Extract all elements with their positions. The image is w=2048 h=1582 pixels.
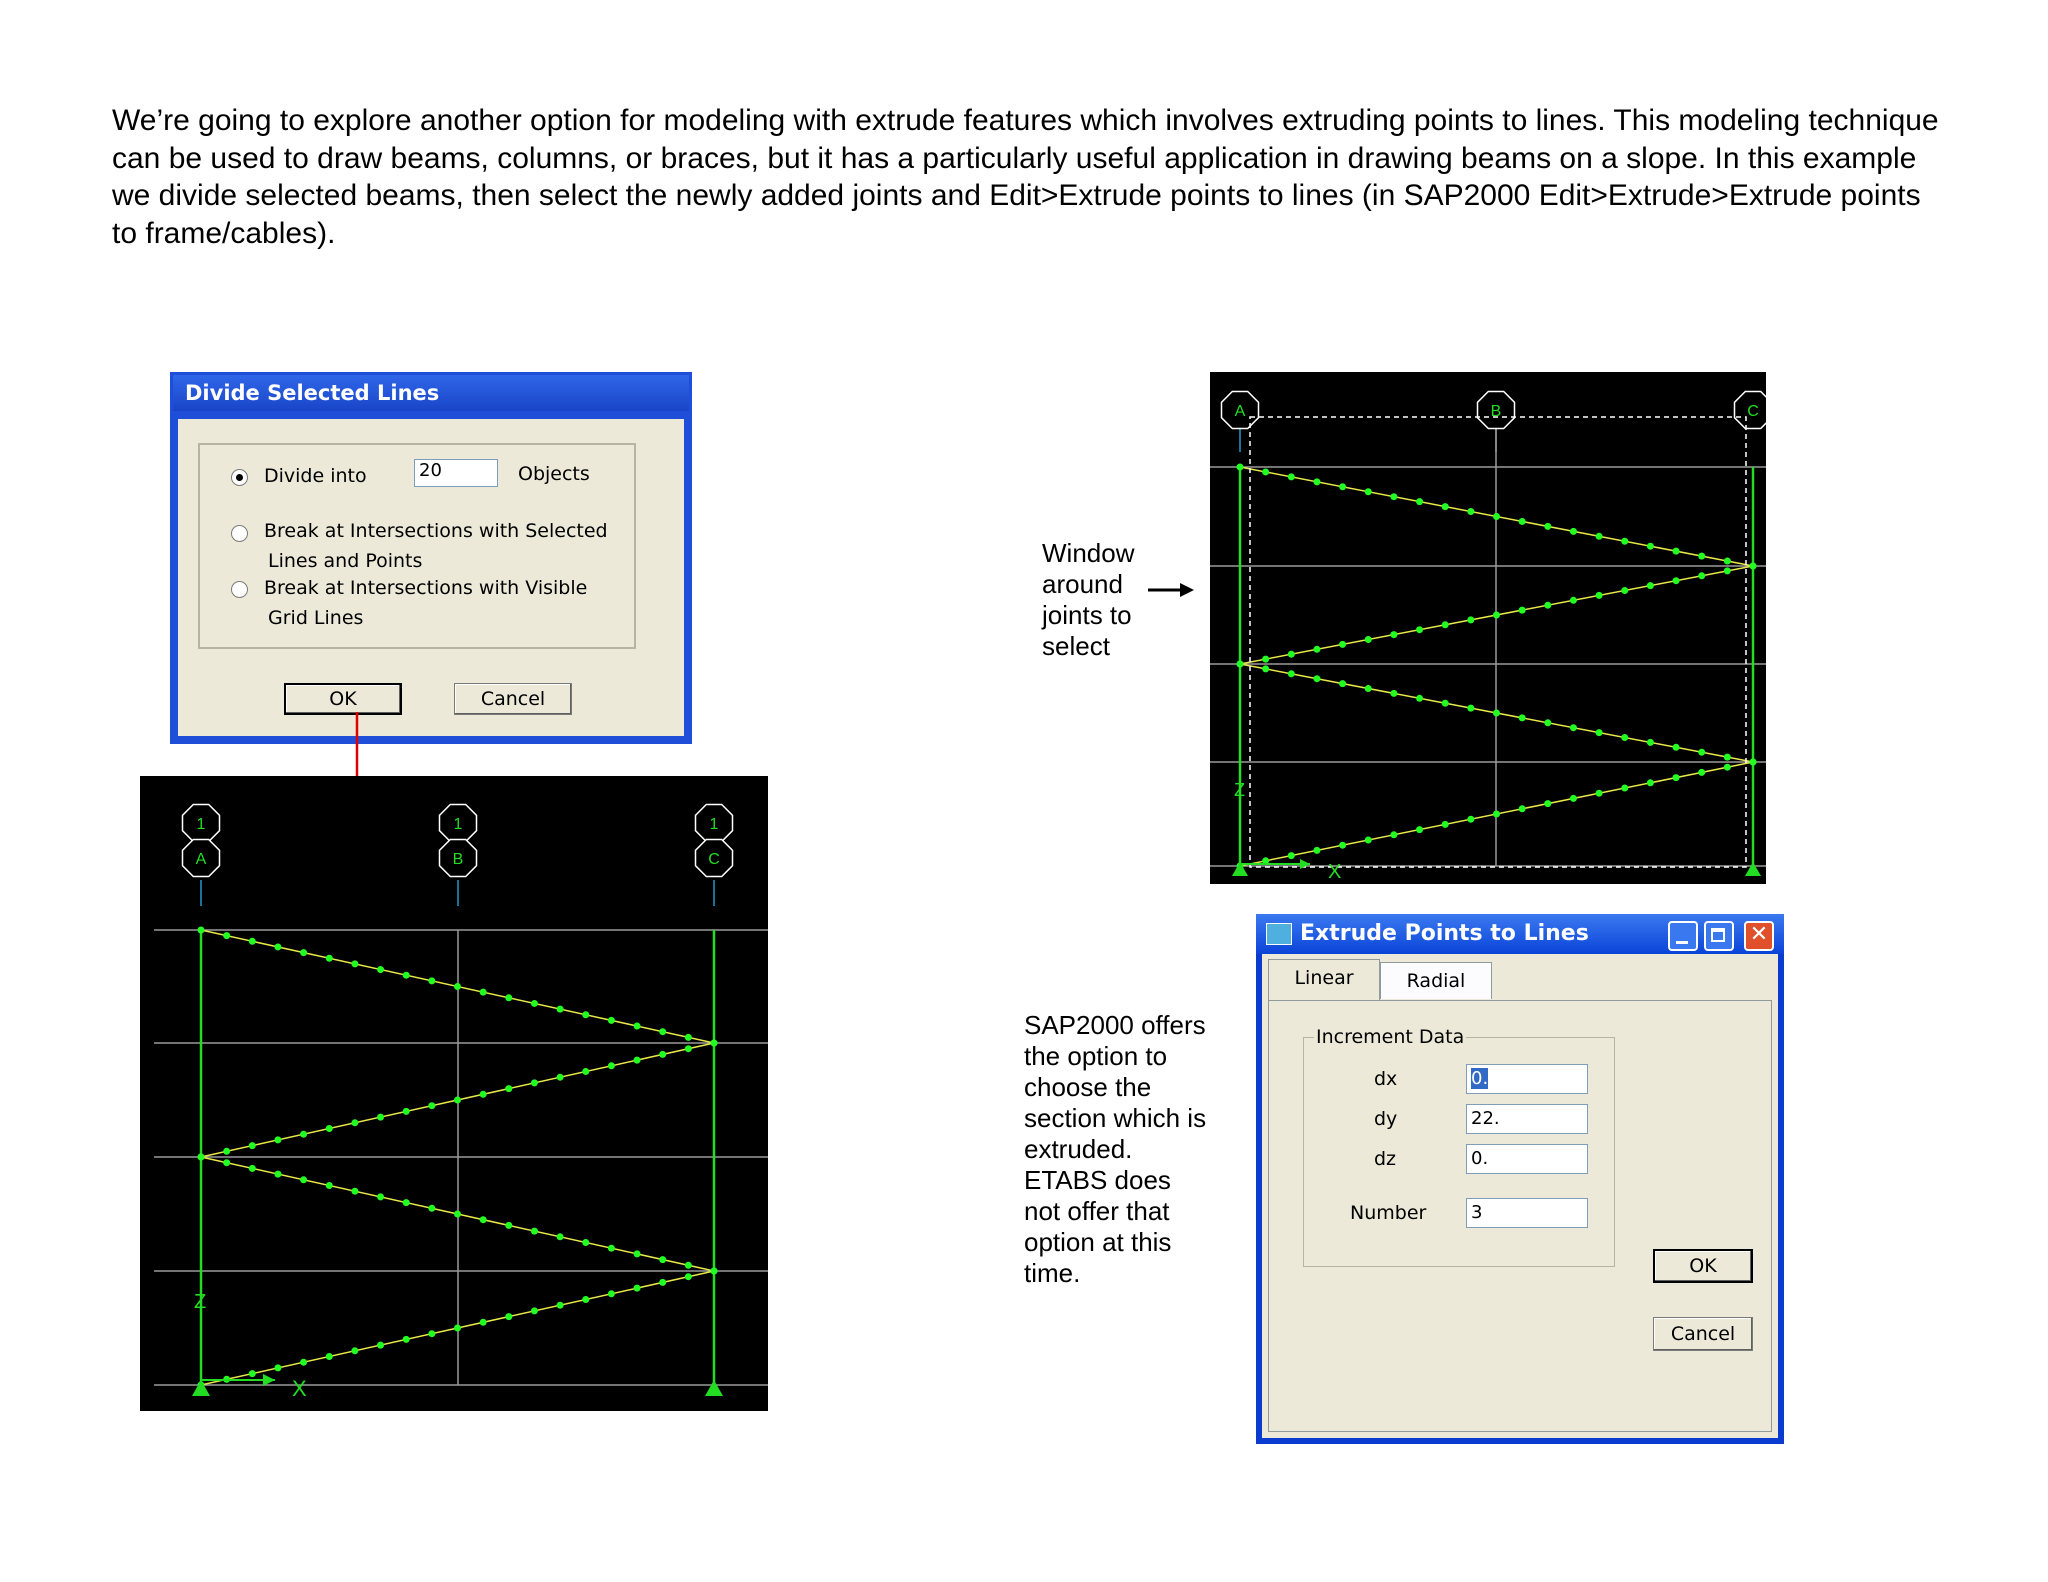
dy-label: dy — [1374, 1108, 1398, 1130]
joint-point[interactable] — [1596, 533, 1603, 540]
joint-point[interactable] — [249, 938, 256, 945]
break-selected-label-2: Lines and Points — [268, 550, 423, 572]
joint-point[interactable] — [198, 927, 205, 934]
joint-point[interactable] — [685, 1034, 692, 1041]
joint-point[interactable] — [223, 1159, 230, 1166]
joint-point[interactable] — [428, 977, 435, 984]
caption-line: Window — [1042, 538, 1135, 568]
joint-point[interactable] — [1750, 759, 1757, 766]
joint-point[interactable] — [608, 1245, 615, 1252]
joint-point[interactable] — [326, 955, 333, 962]
joint-point[interactable] — [1570, 528, 1577, 535]
joint-point[interactable] — [249, 1165, 256, 1172]
break-selected-label-1: Break at Intersections with Selected — [264, 520, 608, 542]
joint-point[interactable] — [1647, 582, 1654, 589]
joint-point[interactable] — [351, 960, 358, 967]
joint-point[interactable] — [1698, 769, 1705, 776]
linear-tab-panel — [1268, 1000, 1772, 1432]
joint-point[interactable] — [1493, 811, 1500, 818]
dialog-body — [1262, 954, 1778, 1438]
joint-point[interactable] — [685, 1045, 692, 1052]
joint-point[interactable] — [1339, 842, 1346, 849]
maximize-icon[interactable] — [1704, 921, 1734, 951]
joint-point[interactable] — [531, 1307, 538, 1314]
model-view-left[interactable] — [140, 776, 768, 1411]
joint-point[interactable] — [582, 1011, 589, 1018]
caption-line: joints to — [1042, 600, 1132, 630]
joint-point[interactable] — [505, 1313, 512, 1320]
joint-point[interactable] — [1519, 607, 1526, 614]
joint-point[interactable] — [505, 1085, 512, 1092]
caption-line: not offer that — [1024, 1196, 1170, 1226]
joint-point[interactable] — [1596, 592, 1603, 599]
joint-point[interactable] — [1288, 670, 1295, 677]
joint-point[interactable] — [659, 1051, 666, 1058]
ok-button[interactable]: OK — [284, 683, 402, 715]
joint-point[interactable] — [480, 1216, 487, 1223]
joint-point[interactable] — [1673, 548, 1680, 555]
joint-point[interactable] — [1493, 513, 1500, 520]
joint-point[interactable] — [1698, 553, 1705, 560]
joint-point[interactable] — [1237, 464, 1244, 471]
joint-point[interactable] — [377, 1114, 384, 1121]
joint-point[interactable] — [1390, 493, 1397, 500]
joint-point[interactable] — [351, 1188, 358, 1195]
joint-point[interactable] — [634, 1057, 641, 1064]
joint-point[interactable] — [1288, 651, 1295, 658]
grid-col-bubble-b-label: B — [1490, 403, 1502, 420]
joint-point[interactable] — [711, 1040, 718, 1047]
joint-point[interactable] — [505, 1222, 512, 1229]
joint-point[interactable] — [454, 1325, 461, 1332]
joint-point[interactable] — [377, 1342, 384, 1349]
joint-point[interactable] — [1647, 739, 1654, 746]
joint-point[interactable] — [1570, 597, 1577, 604]
dialog-title: Extrude Points to Lines — [1256, 914, 1784, 954]
joint-point[interactable] — [351, 1119, 358, 1126]
joint-point[interactable] — [1313, 646, 1320, 653]
joint-point[interactable] — [300, 949, 307, 956]
joint-point[interactable] — [1365, 636, 1372, 643]
joint-point[interactable] — [557, 1006, 564, 1013]
increment-data-group — [1303, 1026, 1615, 1267]
joint-point[interactable] — [1621, 538, 1628, 545]
cancel-button[interactable]: Cancel — [1653, 1317, 1753, 1351]
dx-label: dx — [1374, 1068, 1398, 1090]
joint-point[interactable] — [1519, 714, 1526, 721]
joint-point[interactable] — [1442, 621, 1449, 628]
number-input[interactable]: 3 — [1466, 1198, 1588, 1228]
model-view-right[interactable] — [1210, 372, 1766, 884]
joint-point[interactable] — [1467, 816, 1474, 823]
joint-point[interactable] — [1596, 790, 1603, 797]
joint-point[interactable] — [326, 1353, 333, 1360]
grid-col-bubble-a-label: A — [195, 851, 207, 868]
joint-point[interactable] — [1621, 587, 1628, 594]
joint-point[interactable] — [608, 1062, 615, 1069]
cancel-button[interactable]: Cancel — [454, 683, 572, 715]
grid-row-bubble-label: 1 — [196, 816, 206, 833]
joint-point[interactable] — [1442, 821, 1449, 828]
joint-point[interactable] — [1416, 695, 1423, 702]
joint-point[interactable] — [428, 1205, 435, 1212]
joint-point[interactable] — [326, 1182, 333, 1189]
joint-point[interactable] — [505, 994, 512, 1001]
joint-point[interactable] — [1288, 473, 1295, 480]
joint-point[interactable] — [1262, 656, 1269, 663]
caption-line: extruded. — [1024, 1134, 1133, 1164]
dx-value: 0. — [1471, 1068, 1489, 1089]
dz-input[interactable]: 0. — [1466, 1144, 1588, 1174]
group-label: Increment Data — [1316, 1026, 1465, 1048]
caption-line: ETABS does — [1024, 1165, 1171, 1195]
joint-point[interactable] — [1544, 523, 1551, 530]
joint-point[interactable] — [300, 1359, 307, 1366]
joint-point[interactable] — [198, 1154, 205, 1161]
joint-point[interactable] — [1544, 602, 1551, 609]
joint-point[interactable] — [274, 1171, 281, 1178]
joint-point[interactable] — [403, 1199, 410, 1206]
joint-point[interactable] — [300, 1176, 307, 1183]
joint-point[interactable] — [480, 989, 487, 996]
joint-point[interactable] — [1365, 685, 1372, 692]
grid-row-bubble-label: 1 — [453, 816, 463, 833]
joint-point[interactable] — [608, 1017, 615, 1024]
joint-point[interactable] — [531, 1228, 538, 1235]
joint-point[interactable] — [1390, 631, 1397, 638]
joint-point[interactable] — [274, 1136, 281, 1143]
dialog-title: Divide Selected Lines — [173, 375, 689, 411]
intro-paragraph: We’re going to explore another option for modeling with extrude features which involves extruding points to lines. This modeling technique can be used to draw beams, columns, or braces, but it has a particularly useful application in drawing beams on a slope. In this example we divide selected beams, then select the newly added joints and Edit>Extrude points to lines (in SAP2000 Edit>Extrude>Extrude points to frame/cables). — [112, 104, 1939, 250]
joint-point[interactable] — [1467, 508, 1474, 515]
joint-point[interactable] — [1237, 661, 1244, 668]
joint-point[interactable] — [274, 943, 281, 950]
window-caption — [1042, 538, 1134, 662]
dy-input[interactable]: 22. — [1466, 1104, 1588, 1134]
divide-into-label: Divide into — [264, 465, 367, 487]
joint-point[interactable] — [557, 1074, 564, 1081]
joint-point[interactable] — [454, 983, 461, 990]
joint-point[interactable] — [582, 1296, 589, 1303]
joint-point[interactable] — [711, 1268, 718, 1275]
joint-point[interactable] — [685, 1262, 692, 1269]
caption-line: SAP2000 offers — [1024, 1010, 1206, 1040]
joint-point[interactable] — [1673, 744, 1680, 751]
joint-point[interactable] — [634, 1250, 641, 1257]
joint-point[interactable] — [1519, 518, 1526, 525]
joint-point[interactable] — [377, 1193, 384, 1200]
joint-point[interactable] — [1339, 483, 1346, 490]
joint-point[interactable] — [634, 1023, 641, 1030]
joint-point[interactable] — [1596, 729, 1603, 736]
selection-window — [1250, 417, 1746, 867]
joint-point[interactable] — [274, 1364, 281, 1371]
joint-point[interactable] — [1313, 675, 1320, 682]
joint-point[interactable] — [1313, 478, 1320, 485]
joint-point[interactable] — [531, 1000, 538, 1007]
joint-point[interactable] — [480, 1319, 487, 1326]
joint-point[interactable] — [1339, 680, 1346, 687]
joint-point[interactable] — [377, 966, 384, 973]
sap-caption — [1024, 1010, 1206, 1289]
joint-point[interactable] — [403, 1336, 410, 1343]
x-axis-label: X — [1328, 861, 1342, 883]
number-label: Number — [1350, 1202, 1427, 1224]
app-icon — [1266, 923, 1292, 945]
joint-point[interactable] — [403, 972, 410, 979]
joint-point[interactable] — [249, 1370, 256, 1377]
joint-point[interactable] — [480, 1091, 487, 1098]
joint-point[interactable] — [1647, 543, 1654, 550]
caption-line: section which is — [1024, 1103, 1207, 1133]
tab-radial[interactable]: Radial — [1380, 962, 1492, 999]
joint-point[interactable] — [1365, 488, 1372, 495]
joint-point[interactable] — [1365, 837, 1372, 844]
joint-point[interactable] — [1673, 774, 1680, 781]
joint-point[interactable] — [557, 1302, 564, 1309]
joint-point[interactable] — [428, 1102, 435, 1109]
joint-point[interactable] — [1416, 826, 1423, 833]
grid-col-bubble-b-label: B — [452, 851, 464, 868]
joint-point[interactable] — [1698, 572, 1705, 579]
joint-point[interactable] — [223, 932, 230, 939]
joint-point[interactable] — [1621, 734, 1628, 741]
grid-col-bubble-c-label: C — [708, 851, 720, 868]
joint-point[interactable] — [223, 1148, 230, 1155]
joint-point[interactable] — [1416, 626, 1423, 633]
joint-point[interactable] — [1467, 616, 1474, 623]
joint-point[interactable] — [454, 1097, 461, 1104]
joint-point[interactable] — [531, 1079, 538, 1086]
joint-point[interactable] — [403, 1108, 410, 1115]
joint-point[interactable] — [428, 1330, 435, 1337]
caption-line: option at this — [1024, 1227, 1172, 1257]
joint-point[interactable] — [685, 1273, 692, 1280]
grid-col-bubble-a-label: A — [1234, 403, 1246, 420]
break-grid-label-1: Break at Intersections with Visible — [264, 577, 588, 599]
ok-button[interactable]: OK — [1653, 1249, 1753, 1283]
caption-line: select — [1042, 631, 1110, 661]
caption-arrow — [1146, 580, 1196, 600]
joint-point[interactable] — [1724, 558, 1731, 565]
tab-linear[interactable]: Linear — [1268, 959, 1380, 1000]
joint-point[interactable] — [1647, 779, 1654, 786]
joint-point[interactable] — [1339, 641, 1346, 648]
joint-point[interactable] — [1390, 690, 1397, 697]
dx-input[interactable] — [1466, 1064, 1588, 1094]
joint-point[interactable] — [557, 1233, 564, 1240]
caption-line: the option to — [1024, 1041, 1168, 1071]
joint-point[interactable] — [249, 1142, 256, 1149]
caption-line: time. — [1024, 1258, 1081, 1288]
joint-point[interactable] — [1570, 795, 1577, 802]
x-axis-label: X — [292, 1376, 307, 1401]
joint-point[interactable] — [1442, 700, 1449, 707]
joint-point[interactable] — [1621, 785, 1628, 792]
joint-point[interactable] — [608, 1290, 615, 1297]
joint-point[interactable] — [300, 1131, 307, 1138]
grid-row-bubble-label: 1 — [709, 816, 719, 833]
joint-point[interactable] — [1262, 468, 1269, 475]
objects-label: Objects — [518, 463, 590, 485]
joint-point[interactable] — [1724, 567, 1731, 574]
joint-point[interactable] — [1467, 705, 1474, 712]
joint-point[interactable] — [1724, 764, 1731, 771]
dz-label: dz — [1374, 1148, 1397, 1170]
joint-point[interactable] — [634, 1285, 641, 1292]
joint-point[interactable] — [1570, 724, 1577, 731]
joint-point[interactable] — [351, 1347, 358, 1354]
grid-col-bubble-c-label: C — [1747, 403, 1759, 420]
joint-point[interactable] — [326, 1125, 333, 1132]
z-axis-label: Z — [1234, 780, 1245, 800]
caption-line: around — [1042, 569, 1123, 599]
joint-point[interactable] — [1313, 847, 1320, 854]
joint-point[interactable] — [1673, 577, 1680, 584]
joint-point[interactable] — [1544, 800, 1551, 807]
joint-point[interactable] — [1724, 754, 1731, 761]
z-axis-label: Z — [194, 1291, 207, 1313]
break-grid-label-2: Grid Lines — [268, 607, 364, 629]
divide-count-input[interactable]: 20 — [414, 459, 498, 487]
joint-point[interactable] — [659, 1279, 666, 1286]
joint-point[interactable] — [1493, 612, 1500, 619]
minimize-icon[interactable] — [1668, 921, 1698, 951]
joint-point[interactable] — [1390, 831, 1397, 838]
joint-point[interactable] — [454, 1211, 461, 1218]
joint-point[interactable] — [659, 1028, 666, 1035]
joint-point[interactable] — [1698, 749, 1705, 756]
joint-point[interactable] — [1519, 805, 1526, 812]
joint-point[interactable] — [1493, 710, 1500, 717]
joint-point[interactable] — [1416, 498, 1423, 505]
caption-line: choose the — [1024, 1072, 1152, 1102]
joint-point[interactable] — [1288, 852, 1295, 859]
joint-point[interactable] — [582, 1239, 589, 1246]
joint-point[interactable] — [1544, 719, 1551, 726]
joint-point[interactable] — [1442, 503, 1449, 510]
joint-point[interactable] — [1750, 563, 1757, 570]
joint-point[interactable] — [1262, 665, 1269, 672]
extrude-points-dialog — [1256, 914, 1784, 1444]
close-icon[interactable]: ✕ — [1744, 921, 1774, 951]
joint-point[interactable] — [659, 1256, 666, 1263]
joint-point[interactable] — [582, 1068, 589, 1075]
